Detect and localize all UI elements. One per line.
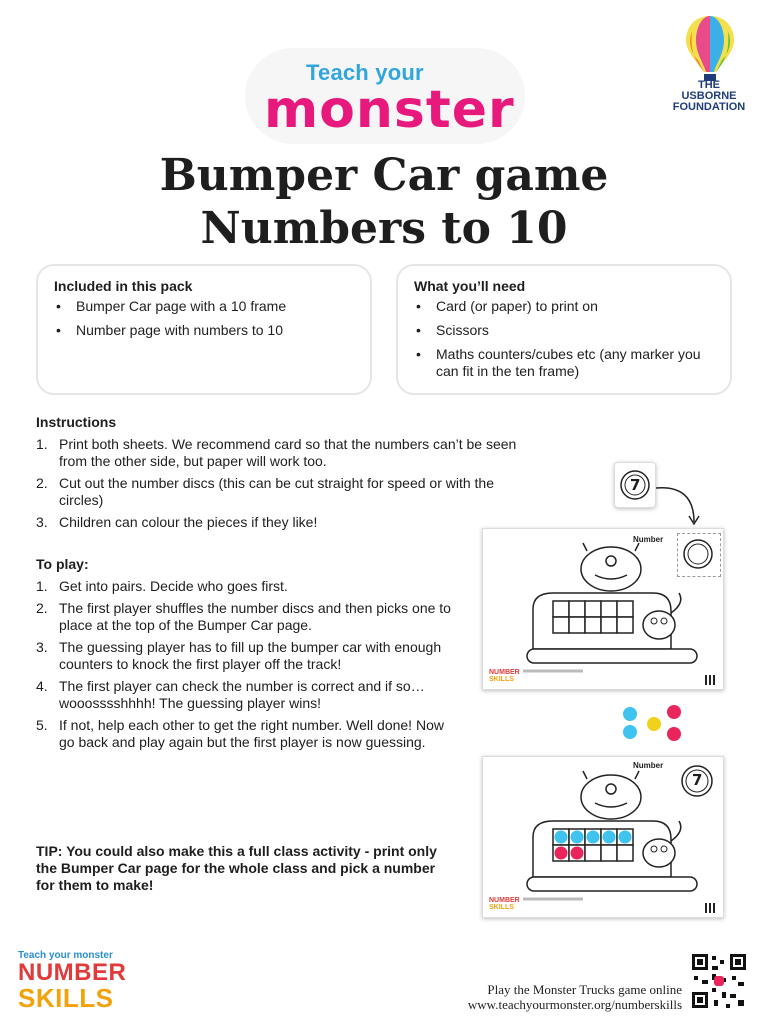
monster-car-illustration — [503, 767, 713, 907]
ten-frame-counter — [619, 831, 632, 844]
ns-number: NUMBER — [18, 959, 127, 986]
list-item: • Scissors — [414, 322, 714, 339]
brand-monster: monster — [264, 80, 515, 140]
need-box — [396, 264, 732, 395]
included-box — [36, 264, 372, 395]
list-item: 1. Get into pairs. Decide who goes first. — [36, 578, 288, 594]
list-item: 2. Cut out the number discs (this can be cut straight for speed or with the circles) — [36, 475, 494, 508]
page-title-line2: Numbers to 10 — [200, 203, 568, 254]
included-list — [54, 298, 354, 339]
bumper-car-sheet-empty — [482, 528, 724, 690]
to-play-heading: To play: — [36, 556, 89, 572]
qr-mini-icon — [705, 903, 715, 913]
counter-dot — [647, 717, 661, 731]
usborne-balloon-icon — [682, 14, 738, 82]
list-item: • Bumper Car page with a 10 frame — [54, 298, 354, 315]
monster-car-illustration — [503, 539, 713, 679]
to-play-section — [36, 556, 461, 756]
brand-teach-your: Teach your — [306, 60, 424, 85]
list-item: 5. If not, help each other to get the right number. Well done! Now go back and play again but the first player is now guessing. — [36, 717, 444, 750]
ten-frame — [553, 601, 633, 633]
sheet-brand: NUMBER SKILLS — [489, 897, 520, 911]
ns-skills: SKILLS — [18, 983, 114, 1013]
qr-mini-icon — [705, 675, 715, 685]
number-label: Number — [633, 761, 664, 770]
list-item: 4. The first player can check the number is correct and if so… wooosssshhhh! The guessing player wins! — [36, 678, 425, 711]
ten-frame-counter — [571, 831, 584, 844]
instructions-list — [36, 436, 526, 531]
need-heading: What you’ll need — [414, 278, 526, 294]
included-heading: Included in this pack — [54, 278, 193, 294]
instructions-heading: Instructions — [36, 414, 117, 430]
counter-dot — [667, 727, 681, 741]
ten-frame-counter — [555, 831, 568, 844]
usborne-line: FOUNDATION — [672, 101, 746, 113]
list-item: 2. The first player shuffles the number discs and then picks one to place at the top of the Bumper Car page. — [36, 600, 451, 633]
list-item: • Maths counters/cubes etc (any marker you can fit in the ten frame) — [414, 346, 714, 380]
ten-frame-counter — [603, 831, 616, 844]
usborne-foundation-label — [664, 80, 754, 113]
counter-dot — [623, 725, 637, 739]
footer-play-text: Play the Monster Trucks game online — [487, 982, 682, 997]
ten-frame-counter — [587, 831, 600, 844]
sheet-brand: NUMBER SKILLS — [489, 669, 520, 683]
counter-dot — [623, 707, 637, 721]
need-list — [414, 298, 714, 380]
usborne-line: THE — [698, 79, 720, 91]
usborne-line: USBORNE — [681, 90, 737, 102]
disc-number: 7 — [692, 771, 703, 789]
number-disc-card — [614, 462, 656, 508]
page-title-line1: Bumper Car game — [159, 150, 609, 201]
footer-url-link[interactable]: www.teachyourmonster.org/numberskills — [467, 997, 682, 1012]
list-item: 1. Print both sheets. We recommend card so that the numbers can’t be seen from the other side, but paper will work too. — [36, 436, 517, 469]
counter-dot — [667, 705, 681, 719]
counters-illustration — [616, 700, 688, 744]
list-item: • Number page with numbers to 10 — [54, 322, 354, 339]
curved-arrow-icon — [654, 482, 702, 530]
ten-frame-counter — [571, 847, 584, 860]
number-skills-logo — [18, 950, 128, 1011]
tip-text: TIP: You could also make this a full class activity - print only the Bumper Car page for the whole class and pick a number for them to make! — [36, 843, 437, 893]
ns-teach-your-monster: Teach your monster — [18, 950, 113, 961]
bumper-car-sheet-filled — [482, 756, 724, 918]
list-item: • Card (or paper) to print on — [414, 298, 714, 315]
list-item: 3. The guessing player has to fill up the bumper car with enough counters to knock the first player off the track! — [36, 639, 442, 672]
list-item: 3. Children can colour the pieces if they like! — [36, 514, 318, 530]
qr-code-icon[interactable] — [690, 952, 748, 1010]
instructions-section — [36, 414, 526, 536]
to-play-list — [36, 578, 461, 751]
ten-frame-counter — [555, 847, 568, 860]
disc-number: 7 — [630, 476, 641, 494]
number-label: Number — [633, 535, 664, 544]
